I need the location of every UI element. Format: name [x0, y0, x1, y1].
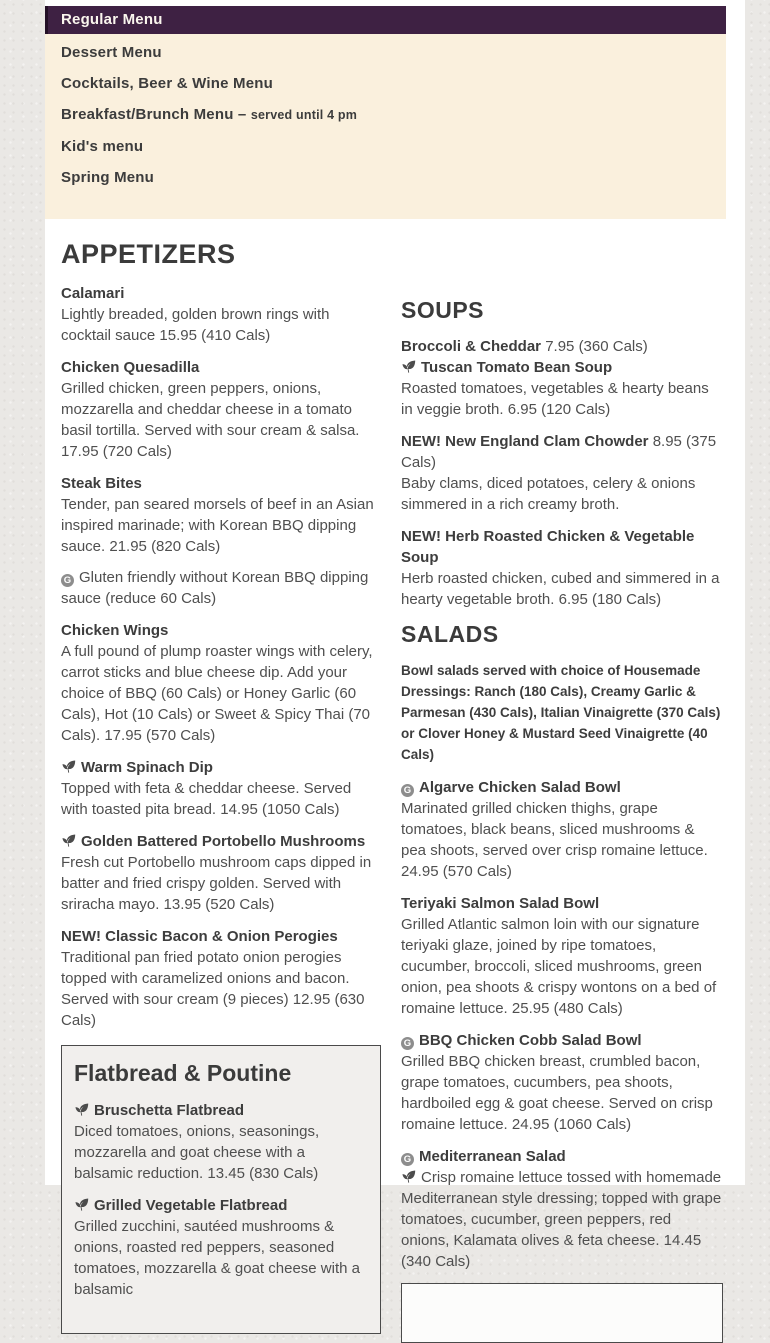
menu-item-warm-spinach-dip: [61, 757, 381, 820]
item-title-row: [401, 1146, 723, 1167]
item-description: Fresh cut Portobello mushroom caps dipped in batter and fried crispy golden. Served with sriracha mayo. 13.95 (520 Cals): [61, 854, 372, 913]
item-title: Bruschetta Flatbread: [94, 1102, 245, 1119]
item-title: Teriyaki Salmon Salad Bowl: [401, 895, 600, 912]
menu-item-chicken-wings: [61, 620, 381, 746]
item-title-row: [61, 831, 381, 852]
item-title: NEW! Herb Roasted Chicken & Vegetable Soup: [401, 528, 695, 566]
menu-item-bruschetta-flatbread: [74, 1100, 368, 1184]
item-title-row: [401, 1030, 723, 1051]
menu-nav: [45, 6, 726, 219]
item-description: Baby clams, diced potatoes, celery & onions simmered in a rich creamy broth.: [401, 475, 696, 513]
item-title: Chicken Wings: [61, 622, 169, 639]
item-title-row: [401, 431, 723, 473]
item-price: 8.95 (375 Cals): [401, 433, 717, 471]
gluten-free-icon: G: [61, 574, 74, 587]
item-description: A full pound of plump roaster wings with celery, carrot sticks and blue cheese dip. Add your choice of BBQ (60 Cals) or Honey Garlic (60 Cals), Hot (10 Cals) or Sweet & Spicy Thai (70 Cals). 17.95 (570 Cals): [61, 643, 373, 744]
flatbread-poutine-heading: Flatbread & Poutine: [74, 1060, 292, 1086]
item-title: Calamari: [61, 285, 125, 302]
item-description: Grilled chicken, green peppers, onions, mozzarella and cheddar cheese in a tomato basil tortilla. Served with sour cream & salsa. 17.95 (720 Cals): [61, 380, 360, 460]
item-description: Herb roasted chicken, cubed and simmered in a hearty vegetable broth. 6.95 (180 Cals): [401, 570, 720, 608]
item-title: Golden Battered Portobello Mushrooms: [81, 833, 366, 850]
salads-heading: SALADS: [401, 621, 499, 647]
item-description: Grilled Atlantic salmon loin with our signature teriyaki glaze, joined by ripe tomatoes, cucumber, broccoli, sliced mushrooms, green onion, pea shoots & crispy wontons on a bed of romaine lettuce. 25.95 (480 Cals): [401, 916, 717, 1017]
item-description: Tender, pan seared morsels of beef in an Asian inspired marinade; with Korean BBQ dipping sauce. 21.95 (820 Cals): [61, 496, 374, 555]
item-title-row: [61, 757, 381, 778]
gluten-free-icon: G: [401, 1153, 414, 1166]
item-title: Grilled Vegetable Flatbread: [94, 1197, 288, 1214]
nav-item-cocktails-beer-wine-menu[interactable]: Cocktails, Beer & Wine Menu: [61, 75, 273, 92]
menu-item-algarve-chicken-salad: [401, 777, 723, 882]
item-description: Topped with feta & cheddar cheese. Served with toasted pita bread. 14.95 (1050 Cals): [61, 780, 352, 818]
menu-item-calamari: [61, 283, 381, 346]
nav-item-label: Breakfast/Brunch Menu –: [61, 106, 247, 123]
item-title-row: [401, 357, 723, 378]
vegetarian-icon: [61, 760, 76, 773]
item-title: Chicken Quesadilla: [61, 359, 200, 376]
vegetarian-icon: [74, 1198, 89, 1211]
nav-item-suffix: served until 4 pm: [250, 108, 358, 122]
nav-item-kids-menu[interactable]: Kid's menu: [61, 138, 144, 155]
menu-item-grilled-vegetable-flatbread: [74, 1195, 368, 1300]
item-title-row: [74, 1195, 368, 1216]
menu-page-sheet: [45, 0, 745, 1298]
item-description: Marinated grilled chicken thighs, grape tomatoes, black beans, sliced mushrooms & pea shoots, served over crisp romaine lettuce. 24.95 (570 Cals): [401, 800, 708, 880]
item-description: Roasted tomatoes, vegetables & hearty beans in veggie broth. 6.95 (120 Cals): [401, 380, 709, 418]
item-title-row: [401, 777, 723, 798]
menu-item-bbq-chicken-cobb-salad: [401, 1030, 723, 1135]
item-title: Mediterranean Salad: [419, 1148, 566, 1165]
item-title: Algarve Chicken Salad Bowl: [419, 779, 621, 796]
flatbread-poutine-box: [61, 1045, 381, 1334]
vegetarian-icon: [401, 360, 416, 373]
item-description: Lightly breaded, golden brown rings with cocktail sauce 15.95 (410 Cals): [61, 306, 330, 344]
menu-item-mediterranean-salad: [401, 1146, 723, 1272]
item-price: 7.95 (360 Cals): [545, 338, 648, 355]
item-description: Diced tomatoes, onions, seasonings, mozzarella and goat cheese with a balsamic reduction. 13.45 (830 Cals): [74, 1123, 320, 1182]
gluten-free-icon: G: [401, 1037, 414, 1050]
gluten-note: [61, 567, 381, 609]
item-description: Grilled zucchini, sautéed mushrooms & onions, roasted red peppers, seasoned tomatoes, mozzarella & goat cheese with a balsamic: [74, 1218, 360, 1298]
menu-item-herb-roasted-chicken-soup: [401, 526, 723, 610]
menu-columns: [45, 219, 745, 1343]
item-title-row: [401, 336, 723, 357]
vegetarian-icon: [61, 834, 76, 847]
nav-item-dessert-menu[interactable]: Dessert Menu: [61, 44, 162, 61]
item-title: NEW! Classic Bacon & Onion Perogies: [61, 928, 338, 945]
item-title: BBQ Chicken Cobb Salad Bowl: [419, 1032, 642, 1049]
soups-heading: SOUPS: [401, 297, 485, 323]
right-column: [401, 219, 723, 1343]
gluten-free-icon: G: [401, 784, 414, 797]
nav-item-spring-menu[interactable]: Spring Menu: [61, 169, 155, 186]
nav-item-breakfast-brunch-menu[interactable]: [45, 99, 726, 131]
vegetarian-icon: [74, 1103, 89, 1116]
menu-item-steak-bites: [61, 473, 381, 609]
nav-item-regular-menu[interactable]: Regular Menu: [45, 6, 726, 34]
gluten-note-text: Gluten friendly without Korean BBQ dipping sauce (reduce 60 Cals): [61, 569, 369, 607]
item-title: Tuscan Tomato Bean Soup: [421, 359, 613, 376]
item-title: NEW! New England Clam Chowder: [401, 433, 649, 450]
salads-intro: Bowl salads served with choice of Housemade Dressings: Ranch (180 Cals), Creamy Garlic & Parmesan (430 Cals), Italian Vinaigrette (370 Cals) or Clover Honey & Mustard Seed Vinaigrette (40 Cals): [401, 663, 721, 762]
menu-item-teriyaki-salmon-salad: [401, 893, 723, 1019]
menu-item-soups-group: [401, 336, 723, 420]
item-title: Warm Spinach Dip: [81, 759, 213, 776]
vegetarian-icon: [401, 1170, 416, 1183]
item-description: Crisp romaine lettuce tossed with homemade Mediterranean style dressing; topped with grape tomatoes, cucumber, green peppers, red onions, Kalamata olives & feta cheese. 14.45 (340 Cals): [401, 1169, 722, 1270]
next-section-box: [401, 1283, 723, 1343]
menu-item-bacon-onion-perogies: [61, 926, 381, 1031]
item-description: Grilled BBQ chicken breast, crumbled bacon, grape tomatoes, cucumbers, pea shoots, hardboiled egg & goat cheese. Served on crisp romaine lettuce. 24.95 (1060 Cals): [401, 1053, 713, 1133]
left-column: [61, 219, 381, 1343]
item-title: Steak Bites: [61, 475, 142, 492]
menu-item-chicken-quesadilla: [61, 357, 381, 462]
item-title-row: [74, 1100, 368, 1121]
item-title: Broccoli & Cheddar: [401, 338, 542, 355]
appetizers-heading: APPETIZERS: [61, 239, 236, 269]
item-description-row: [401, 1167, 723, 1272]
menu-item-clam-chowder: [401, 431, 723, 515]
item-description: Traditional pan fried potato onion perogies topped with caramelized onions and bacon. Served with sour cream (9 pieces) 12.95 (630 Cals): [61, 949, 365, 1029]
menu-item-portobello-mushrooms: [61, 831, 381, 915]
